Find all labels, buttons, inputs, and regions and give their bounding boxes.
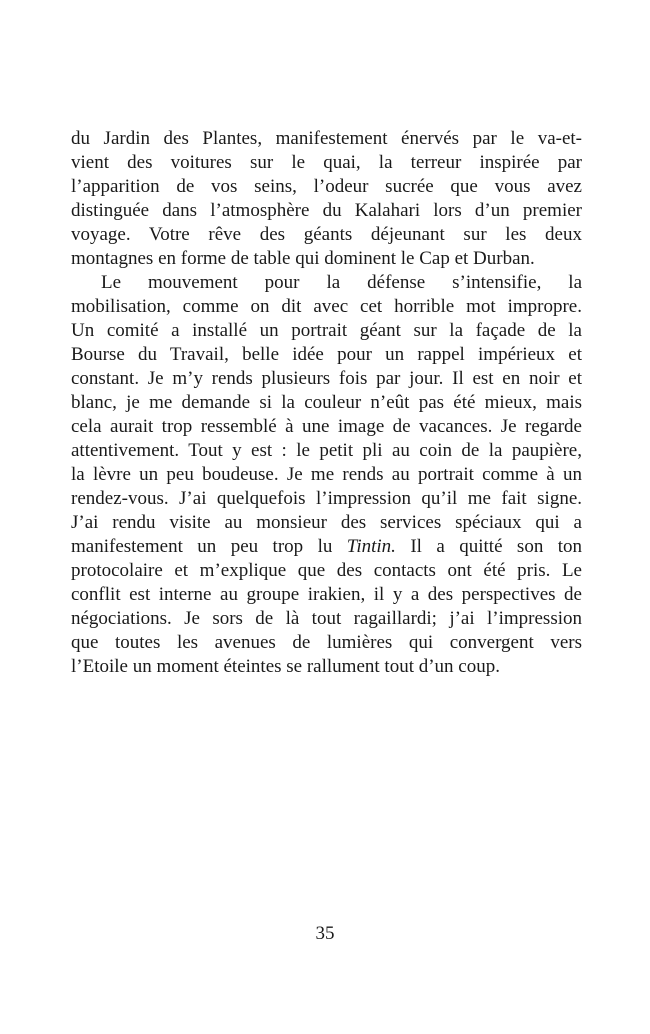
- text-line: cela aurait trop ressemblé à une image de vacances. Je regarde: [71, 416, 582, 437]
- body-text: [71, 127, 582, 679]
- text-line: constant. Je m’y rends plusieurs fois par jour. Il est en noir et: [71, 368, 582, 389]
- text-line: mobilisation, comme on dit avec cet horrible mot impropre.: [71, 296, 582, 317]
- text-line: voyage. Votre rêve des géants déjeunant sur les deux: [71, 224, 582, 245]
- text-segment: Il a quitté son ton: [410, 536, 583, 557]
- text-line: Le mouvement pour la défense s’intensifie, la: [101, 272, 582, 293]
- text-segment: manifestement un peu trop lu: [71, 536, 333, 557]
- book-title-italic: Tintin.: [346, 536, 396, 557]
- text-line: protocolaire et m’explique que des contacts ont été pris. Le: [71, 560, 582, 581]
- text-line: blanc, je me demande si la couleur n’eût pas été mieux, mais: [71, 392, 582, 413]
- text-line: négociations. Je sors de là tout ragaillardi; j’ai l’impression: [71, 608, 582, 629]
- text-line: Un comité a installé un portrait géant sur la façade de la: [71, 320, 582, 341]
- text-line: J’ai rendu visite au monsieur des services spéciaux qui a: [71, 512, 582, 533]
- text-line: conflit est interne au groupe irakien, il y a des perspectives de: [71, 584, 582, 605]
- text-line-with-italic: [71, 535, 582, 559]
- text-line: du Jardin des Plantes, manifestement énervés par le va-et-: [71, 128, 582, 149]
- text-line: l’apparition de vos seins, l’odeur sucrée que vous avez: [71, 176, 582, 197]
- text-line: l’Etoile un moment éteintes se rallument tout d’un coup.: [71, 656, 500, 677]
- text-line: la lèvre un peu boudeuse. Je me rends au portrait comme à un: [71, 464, 582, 485]
- text-line: que toutes les avenues de lumières qui convergent vers: [71, 632, 582, 653]
- text-line: vient des voitures sur le quai, la terreur inspirée par: [71, 152, 582, 173]
- text-line: distinguée dans l’atmosphère du Kalahari lors d’un premier: [71, 200, 582, 221]
- text-line: Bourse du Travail, belle idée pour un rappel impérieux et: [71, 344, 582, 365]
- page-number: 35: [315, 923, 335, 944]
- text-line: rendez-vous. J’ai quelquefois l’impression qu’il me fait signe.: [71, 488, 582, 509]
- text-line: attentivement. Tout y est : le petit pli au coin de la paupière,: [71, 440, 582, 461]
- text-line: montagnes en forme de table qui dominent le Cap et Durban.: [71, 248, 535, 269]
